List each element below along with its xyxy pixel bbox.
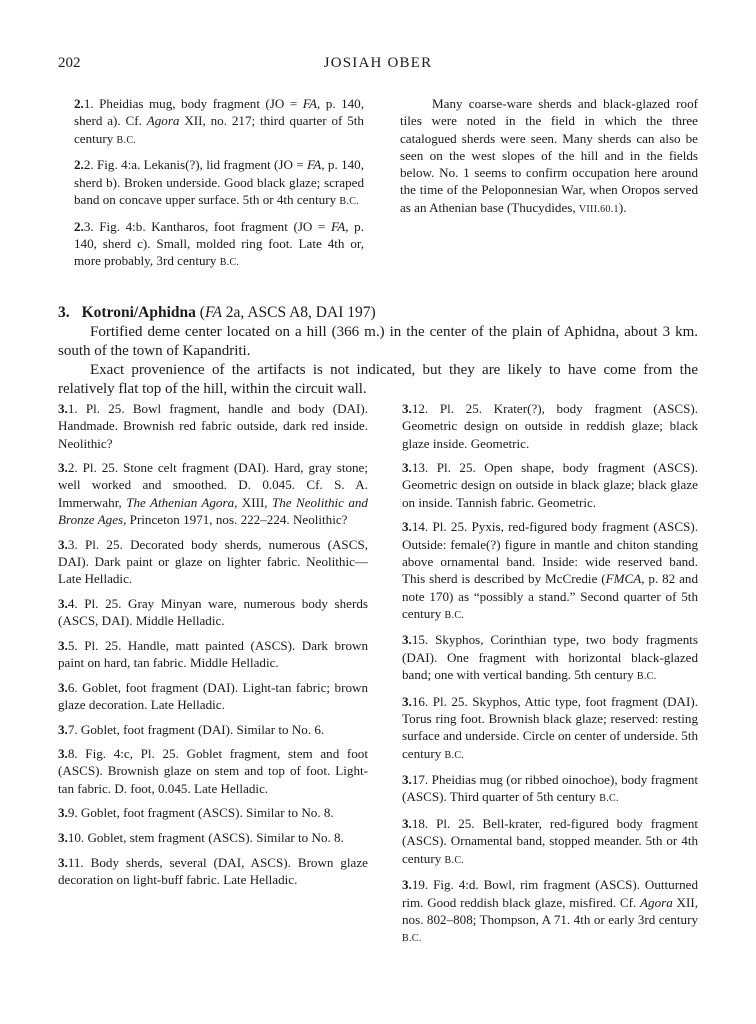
top-left-column <box>74 95 364 279</box>
catalogue-entry: 3.5. Pl. 25. Handle, matt painted (ASCS). Dark brown paint on hard, tan fabric. Middle Helladic. <box>58 637 368 671</box>
top-right-column <box>400 95 698 218</box>
catalogue-entry: 3.7. Goblet, foot fragment (DAI). Similar to No. 6. <box>58 721 325 737</box>
entry-number: 3. <box>58 460 68 476</box>
entry-number: 3. <box>58 746 68 762</box>
entry-number: 2. <box>74 96 84 111</box>
catalogue-entry: 3.10. Goblet, stem fragment (ASCS). Similar to No. 8. <box>58 829 344 845</box>
catalogue-entry: 3.15. Skyphos, Corinthian type, two body fragments (DAI). One fragment with horizontal black-glazed band; one with vertical banding. 5th century B.C. <box>402 632 698 683</box>
page-number: 202 <box>58 55 81 71</box>
catalogue-entry: 2.1. Pheidias mug, body fragment (JO = FA, p. 140, sherd a). Cf. Agora XII, no. 217; third quarter of 5th century B.C. <box>74 96 364 146</box>
catalogue-entry: 3.17. Pheidias mug (or ribbed oinochoe), body fragment (ASCS). Third quarter of 5th century B.C. <box>402 772 698 805</box>
section-title: Kotroni/Aphidna <box>81 304 196 321</box>
entry-number: 3. <box>58 679 68 695</box>
section-heading: 3. Kotroni/Aphidna (FA 2a, ASCS A8, DAI 197) <box>58 304 376 321</box>
catalogue-left-column <box>58 400 368 895</box>
intro-paragraph: Fortified deme center located on a hill (366 m.) in the center of the plain of Aphidna, about 3 km. south of the town of Kapandriti. <box>58 324 698 359</box>
catalogue-entry: 3.13. Pl. 25. Open shape, body fragment (ASCS). Geometric design on outside in black glaze; black glaze on inside. Tannish fabric. Geometric. <box>402 460 698 510</box>
catalogue-entry: 3.16. Pl. 25. Skyphos, Attic type, foot fragment (DAI). Torus ring foot. Brownish black glaze; reserved: resting surface and underside. Circle on center of underside. 5th century B.C. <box>402 693 698 761</box>
catalogue-entry: 3.2. Pl. 25. Stone celt fragment (DAI). Hard, gray stone; well worked and smoothed. D. 0.045. Cf. S. A. Immerwahr, The Athenian Agora, XIII, The Neolithic and Bronze Ages, Princeton 1971, nos. 222–224. Neolithic? <box>58 460 368 528</box>
catalogue-entry: 3.3. Pl. 25. Decorated body sherds, numerous (ASCS, DAI). Dark paint or glaze on lighter fabric. Neolithic—Late Helladic. <box>58 536 368 587</box>
entry-number: 2. <box>74 218 84 234</box>
catalogue-entry: 3.14. Pl. 25. Pyxis, red-figured body fragment (ASCS). Outside: female(?) figure in mantle and chiton standing above ornamental band. Inside: wide reserved band. This sherd is described by McCredie (FMCA, p. 82 and note 170) as “possibly a stand.” Second quarter of 5th century B.C. <box>402 519 698 621</box>
catalogue-right-column <box>402 400 698 955</box>
intro-paragraph: Exact provenience of the artifacts is not indicated, but they are likely to have come from the relatively flat top of the hill, within the circuit wall. <box>58 362 698 397</box>
entry-number: 3. <box>402 877 412 893</box>
entry-number: 3. <box>402 693 412 709</box>
entry-number: 3. <box>58 637 68 653</box>
entry-number: 3. <box>58 829 68 845</box>
entry-number: 3. <box>58 595 68 611</box>
catalogue-entry: 2.3. Fig. 4:b. Kantharos, foot fragment (JO = FA, p. 140, sherd c). Small, molded ring foot. Late 4th or, more probably, 3rd century B.C. <box>74 218 364 269</box>
entry-number: 3. <box>402 401 412 416</box>
catalogue-entry: 3.8. Fig. 4:c, Pl. 25. Goblet fragment, stem and foot (ASCS). Brownish glaze on stem and top of foot. Light-tan fabric. D. foot, 0.045. Late Helladic. <box>58 746 368 796</box>
entry-number: 3. <box>402 816 412 832</box>
entry-number: 3. <box>58 536 68 552</box>
entry-number: 3. <box>402 772 412 788</box>
catalogue-entry: 3.9. Goblet, foot fragment (ASCS). Similar to No. 8. <box>58 805 334 821</box>
section-number: 3. <box>58 304 70 321</box>
catalogue-entry: 3.1. Pl. 25. Bowl fragment, handle and body (DAI). Handmade. Brownish red fabric outside, dark red inside. Neolithic? <box>58 401 368 451</box>
entry-number: 3. <box>58 721 68 737</box>
catalogue-entry: 2.2. Fig. 4:a. Lekanis(?), lid fragment (JO = FA, p. 140, sherd b). Broken underside. Good black glaze; scraped band on concave upper surface. 5th or 4th century B.C. <box>74 157 364 207</box>
catalogue-entry: 3.4. Pl. 25. Gray Minyan ware, numerous body sherds (ASCS, DAI). Middle Helladic. <box>58 595 368 629</box>
entry-number: 3. <box>402 632 412 648</box>
entry-number: 3. <box>402 460 412 476</box>
entry-number: 2. <box>74 157 84 173</box>
running-head-author: JOSIAH OBER <box>323 55 433 71</box>
catalogue-entry: 3.11. Body sherds, several (DAI, ASCS). Brown glaze decoration on light-buff fabric. Late Helladic. <box>58 854 368 887</box>
catalogue-entry: 3.6. Goblet, foot fragment (DAI). Light-tan fabric; brown glaze decoration. Late Helladic. <box>58 679 368 712</box>
entry-number: 3. <box>58 401 68 416</box>
entry-number: 3. <box>58 805 68 821</box>
catalogue-entry: 3.18. Pl. 25. Bell-krater, red-figured body fragment (ASCS). Ornamental band, stopped meander. 5th or 4th century B.C. <box>402 816 698 866</box>
entry-number: 3. <box>58 854 68 870</box>
catalogue-entry: 3.12. Pl. 25. Krater(?), body fragment (ASCS). Geometric design on outside in reddish glaze; black glaze inside. Geometric. <box>402 401 698 451</box>
catalogue-entry: 3.19. Fig. 4:d. Bowl, rim fragment (ASCS). Outturned rim. Good reddish black glaze, misfired. Cf. Agora XII, nos. 802–808; Thompson, A 71. 4th or early 3rd century B.C. <box>402 877 698 945</box>
summary-paragraph: Many coarse-ware sherds and black-glazed roof tiles were noted in the field in which the three catalogued sherds were seen. Many sherds can also be seen on the west slopes of the hill and in the fields below. No. 1 seems to confirm occupation here around the time of the Peloponnesian War, when Oropos served as an Athenian base (Thucydides, VIII.60.1). <box>400 96 698 215</box>
section-intro <box>58 323 698 399</box>
entry-number: 3. <box>402 519 412 535</box>
